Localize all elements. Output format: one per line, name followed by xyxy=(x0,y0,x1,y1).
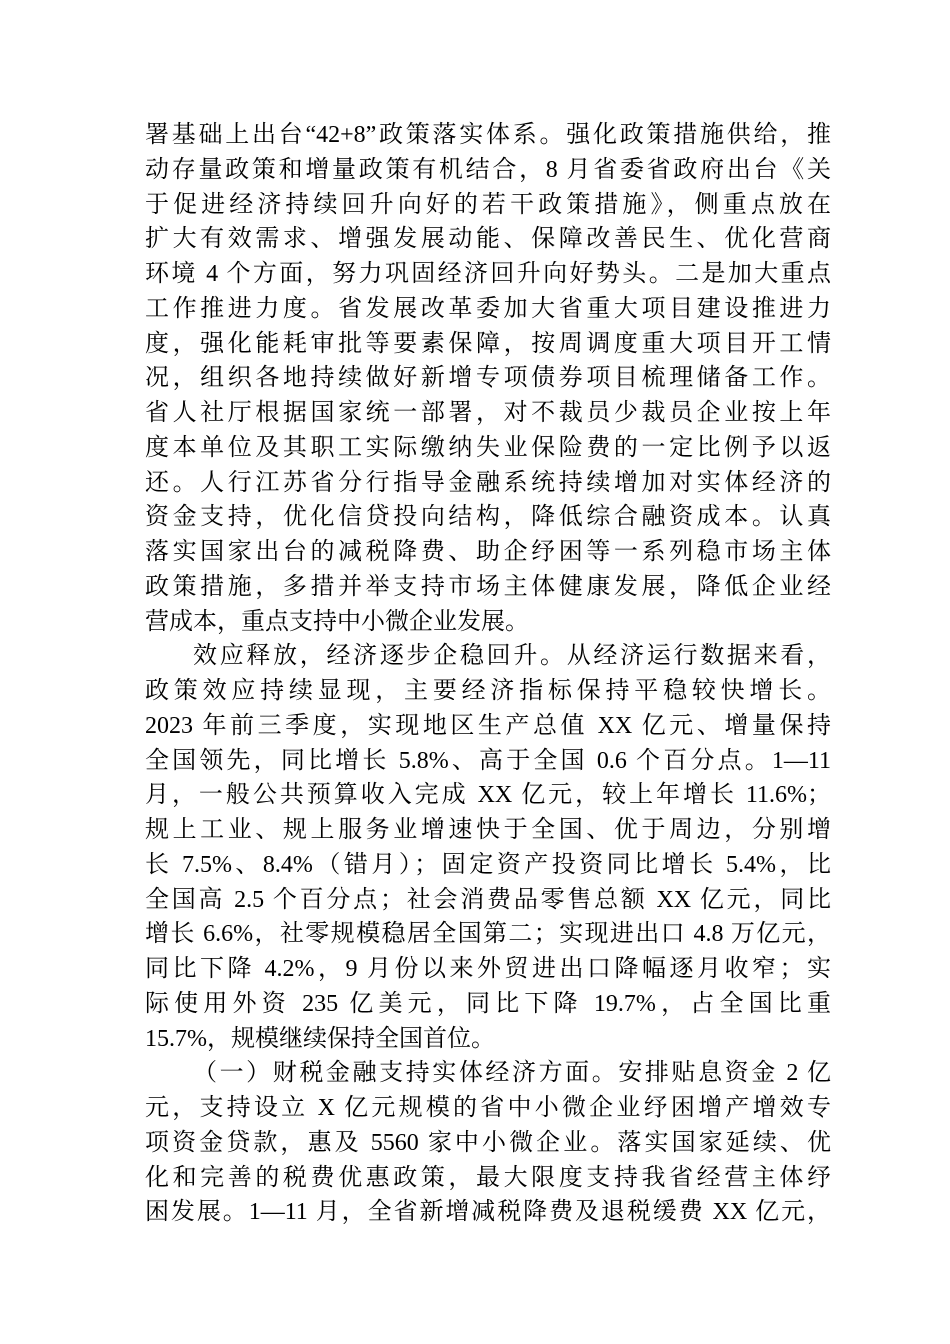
text-line: 全国领先，同比增长 5.8%、高于全国 0.6 个百分点。1—11 xyxy=(145,747,831,774)
paragraph-economic-effects xyxy=(145,639,831,1056)
text-line: （一）财税金融支持实体经济方面。安排贴息资金 2 亿 xyxy=(193,1060,831,1087)
text-line: 署基础上出台“42+8”政策落实体系。强化政策措施供给，推 xyxy=(145,122,831,148)
text-line: 规上工业、规上服务业增速快于全国、优于周边，分别增 xyxy=(145,817,831,843)
text-line: 增长 6.6%，社零规模稳居全国第二；实现进出口 4.8 万亿元， xyxy=(145,921,831,948)
text-line: 2023 年前三季度，实现地区生产总值 XX 亿元、增量保持 xyxy=(145,712,831,739)
text-line: 度本单位及其职工实际缴纳失业保险费的一定比例予以返 xyxy=(145,434,831,461)
text-line: 度，强化能耗审批等要素保障，按周调度重大项目开工情 xyxy=(145,330,831,357)
text-line: 长 7.5%、8.4%（错月）；固定资产投资同比增长 5.4%，比 xyxy=(145,851,831,878)
text-line: 于促进经济持续回升向好的若干政策措施》，侧重点放在 xyxy=(145,191,831,218)
text-line: 效应释放，经济逐步企稳回升。从经济运行数据来看， xyxy=(193,643,831,670)
text-line: 际使用外资 235 亿美元，同比下降 19.7%，占全国比重 xyxy=(145,990,831,1017)
text-line: 落实国家出台的减税降费、助企纾困等一系列稳市场主体 xyxy=(145,539,831,565)
text-line: 扩大有效需求、增强发展动能、保障改善民生、优化营商 xyxy=(145,226,831,253)
text-line: 工作推进力度。省发展改革委加大省重大项目建设推进力 xyxy=(145,295,831,322)
text-line: 困发展。1—11 月，全省新增减税降费及退税缓费 XX 亿元， xyxy=(145,1199,831,1226)
text-line: 政策效应持续显现，主要经济指标保持平稳较快增长。 xyxy=(145,678,831,704)
text-line: 还。人行江苏省分行指导金融系统持续增加对实体经济的 xyxy=(145,469,831,496)
text-line: 政策措施，多措并举支持市场主体健康发展，降低企业经 xyxy=(145,573,831,600)
text-line: 营成本，重点支持中小微企业发展。 xyxy=(145,608,529,635)
text-line: 项资金贷款，惠及 5560 家中小微企业。落实国家延续、优 xyxy=(145,1129,831,1156)
text-line: 环境 4 个方面，努力巩固经济回升向好势头。二是加大重点 xyxy=(145,261,831,287)
text-line: 况，组织各地持续做好新增专项债券项目梳理储备工作。 xyxy=(145,365,831,392)
text-line: 全国高 2.5 个百分点；社会消费品零售总额 XX 亿元，同比 xyxy=(145,886,831,913)
text-line: 元，支持设立 X 亿元规模的省中小微企业纾困增产增效专 xyxy=(145,1095,831,1121)
text-line: 省人社厅根据国家统一部署，对不裁员少裁员企业按上年 xyxy=(145,400,831,426)
text-line: 动存量政策和增量政策有机结合，8 月省委省政府出台《关 xyxy=(145,156,831,183)
text-line: 15.7%，规模继续保持全国首位。 xyxy=(145,1025,495,1052)
text-line: 同比下降 4.2%，9 月份以来外贸进出口降幅逐月收窄；实 xyxy=(145,956,831,982)
document-page xyxy=(145,118,831,1230)
text-line: 月，一般公共预算收入完成 XX 亿元，较上年增长 11.6%； xyxy=(145,782,831,809)
text-line: 化和完善的税费优惠政策，最大限度支持我省经营主体纾 xyxy=(145,1164,831,1191)
text-line: 资金支持，优化信贷投向结构，降低综合融资成本。认真 xyxy=(145,504,831,531)
paragraph-policy-measures xyxy=(145,118,831,639)
paragraph-fiscal-financial-support xyxy=(145,1056,831,1230)
